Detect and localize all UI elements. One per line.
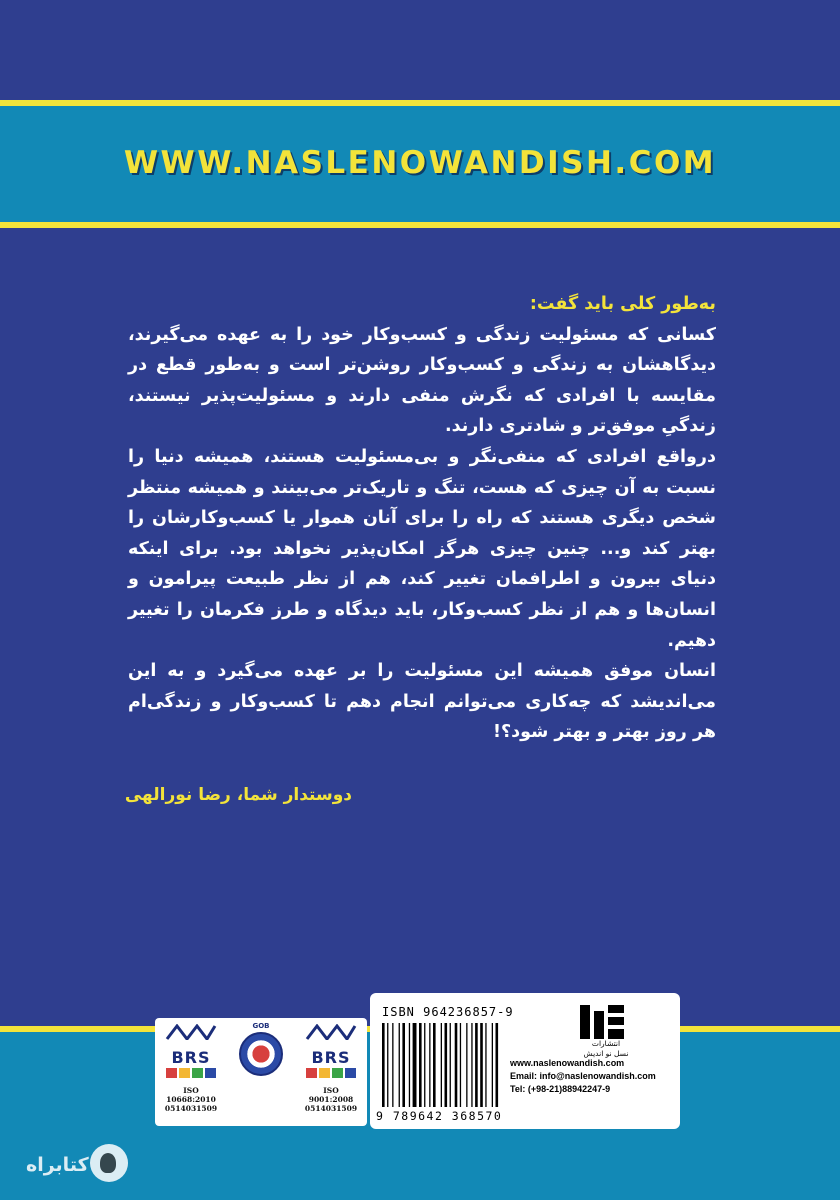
publisher-logo-icon — [578, 1003, 626, 1041]
brs-logo-icon — [303, 1024, 359, 1048]
brs-cert-left — [161, 1024, 221, 1113]
cert-code: 0514031509 — [304, 1104, 358, 1113]
publisher-name — [566, 1039, 646, 1059]
publisher-label: انتشارات — [591, 1039, 621, 1048]
watermark-text: کتابراه — [26, 1154, 89, 1176]
paragraph-2: درواقع افرادی که منفی‌نگر و بی‌مسئولیت هستند، همیشه دنیا را نسبت به آن چیزی که هست، تنگ و تاریک‌تر می‌بینند و همیشه منتظر شخص دیگری هستند که راه را برای آنان هموار یا کسب‌وکارشان را بهتر کند و... چنین چیزی هرگز امکان‌پذیر نخواهد بود. برای اینکه دنیای بیرون و اطرافمان تغییر کند، هم از نظر طبیعت پیرامون و انسان‌ها و هم از نظر کسب‌وکار، باید دیدگاه و طرز فکرمان را تغییر دهیم. — [128, 446, 716, 651]
certification-panel — [155, 1018, 367, 1126]
watermark — [10, 1140, 134, 1192]
cert-brand: BRS — [171, 1048, 211, 1067]
barcode-digits: 9 789642 368570 — [376, 1109, 503, 1123]
text-heading: به‌طور کلی باید گفت: — [529, 294, 716, 314]
isbn-number: ISBN 964236857-9 — [382, 1005, 514, 1019]
brs-cert-right — [301, 1024, 361, 1113]
website-url: WWW.NASLENOWANDISH.COM — [123, 145, 717, 181]
cert-standard: ISO 9001:2008 — [308, 1086, 354, 1104]
cert-standard: ISO 10668:2010 — [166, 1086, 216, 1104]
author-signature: دوستدار شما، رضا نورالهی — [124, 785, 352, 805]
watermark-logo-icon — [90, 1144, 128, 1182]
cert-code: 0514031509 — [164, 1104, 218, 1113]
barcode-icon — [380, 1023, 520, 1111]
color-stripes-icon — [163, 1068, 219, 1080]
gob-seal-icon — [239, 1032, 283, 1076]
paragraph-1: کسانی که مسئولیت زندگی و کسب‌وکار خود را به عهده می‌گیرند، دیدگاهشان به زندگی و کسب‌وکار روشن‌تر است و به‌طور قطع در مقایسه با افرادی که نگرش منفی دارند و مسئولیت‌پذیر نیستند، زندگیِ موفق‌تر و شادتری دارند. — [128, 324, 716, 437]
barcode-panel — [370, 993, 680, 1129]
paragraph-3: انسان موفق همیشه این مسئولیت را بر عهده می‌گیرد و به این می‌اندیشد که چه‌کاری می‌توانم انجام دهم تا کسب‌وکار و زندگی‌ام هر روز بهتر و بهتر شود؟! — [128, 661, 716, 743]
publisher-tel: Tel: (+98-21)88942247-9 — [510, 1084, 611, 1094]
publisher-website: www.naslenowandish.com — [510, 1058, 625, 1068]
publisher-contact — [510, 1057, 676, 1096]
back-cover-text — [128, 289, 716, 748]
brs-logo-icon — [163, 1024, 219, 1048]
cert-brand: BRS — [311, 1048, 351, 1067]
publisher-title: نسل نو اندیش — [583, 1049, 629, 1058]
gob-label: GOB — [252, 1022, 270, 1030]
color-stripes-icon — [303, 1068, 359, 1080]
publisher-email: Email: info@naslenowandish.com — [510, 1071, 656, 1081]
